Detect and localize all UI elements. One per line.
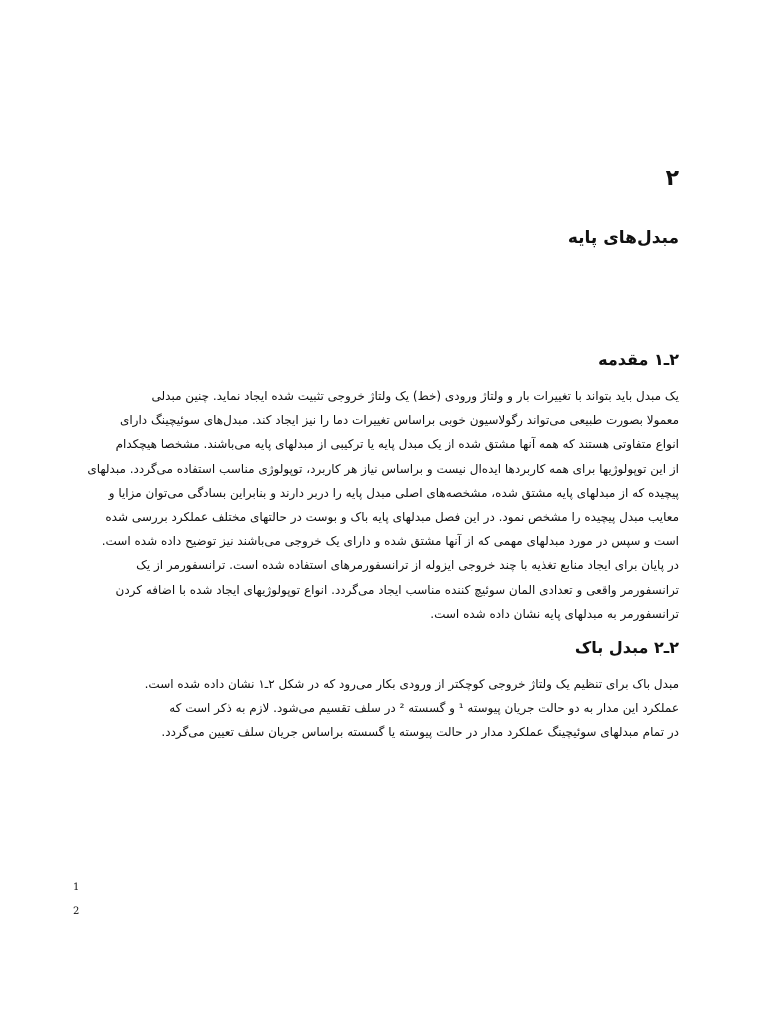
- paragraph-line: معایب مبدل پیچیده را مشخص نمود. در این فصل مبدلهای پایه باک و بوست در حالتهای مختلف عملکرد بررسی شده: [105, 509, 679, 524]
- paragraph-line: ترانسفورمر واقعی و تعدادی المان سوئیچ کننده مناسب ایجاد می‌گردد. انواع توپولوژیهای ایجاد شده با اضافه کردن: [115, 582, 679, 597]
- introduction-paragraph: [73, 384, 679, 626]
- paragraph-line: از این توپولوژیها برای همه کاربردها ایده‌ال نیست و براساس نیاز هر کاربرد، توپولوژی مناسب استفاده می‌گردد. مبدلهای: [87, 461, 679, 476]
- paragraph-line: انواع متفاوتی هستند که همه آنها مشتق شده از یک مبدل پایه یا ترکیبی از مبدلهای پایه می‌باشند. مشخصا هیچکدام: [115, 437, 679, 452]
- paragraph-line: در تمام مبدلهای سوئیچینگ عملکرد مدار در حالت پیوسته یا گسسته براساس جریان سلف تعیین می‌گردد.: [161, 725, 679, 740]
- footnote-number-1: 1: [73, 882, 80, 893]
- footnote-number-2: 2: [73, 906, 80, 917]
- paragraph-line: ترانسفورمر به مبدلهای پایه نشان داده شده است.: [430, 606, 679, 621]
- paragraph-line: است و سپس در مورد مبدلهای مهمی که از آنها مشتق شده و دارای یک خروجی می‌باشند نیز توضیح داده شده است.: [101, 534, 679, 549]
- chapter-title: مبدل‌های پایه: [567, 228, 679, 248]
- paragraph-line: یک مبدل باید بتواند با تغییرات بار و ولتاژ ورودی (خط) یک ولتاژ خروجی تثبیت شده ایجاد نماید. چنین مبدلی: [151, 389, 679, 403]
- section-heading-introduction: ۲ـ۱ مقدمه: [598, 350, 679, 369]
- section-heading-buck-converter: ۲ـ۲ مبدل باک: [574, 638, 679, 657]
- paragraph-line: مبدل باک برای تنظیم یک ولتاژ خروجی کوچکتر از ورودی بکار می‌رود که در شکل ۲ـ۱ نشان داده شده است.: [144, 677, 679, 691]
- buck-converter-paragraph: [73, 672, 679, 745]
- paragraph-line: معمولا بصورت طبیعی می‌تواند رگولاسیون خوبی براساس تغییرات دما را نیز ایجاد کند. مبدل‌های سوئیچینگ دارای: [119, 413, 679, 428]
- chapter-number: ۲: [665, 166, 679, 191]
- paragraph-line: عملکرد این مدار به دو حالت جریان پیوسته ¹ و گسسته ² در سلف تقسیم می‌شود. لازم به ذکر است که: [169, 701, 679, 716]
- paragraph-line: پیچیده که از مبدلهای پایه مشتق شده، مشخصه‌های اصلی مبدل پایه را دربر دارند و بنابراین بسادگی می‌توان مزایا و: [108, 485, 679, 500]
- paragraph-line: در پایان برای ایجاد منابع تغذیه با چند خروجی ایزوله از ترانسفورمرهای استفاده شده است. ترانسفورمر از یک: [136, 558, 679, 573]
